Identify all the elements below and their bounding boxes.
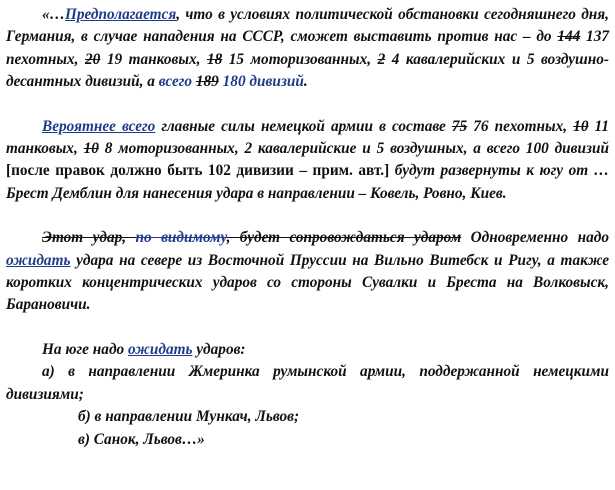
strike-20: 20 [85,50,101,68]
strike-144: 144 [557,28,581,46]
p2-text-5: будут развернуты к югу от … Брест Демблин для нанесения удара в направлении – Ковель, Ровно, Киев. [6,162,609,202]
list-item-c: в) Санок, Львов…» [78,430,205,448]
paragraph-2 [6,116,609,206]
p2-text-2: 76 пехотных, [467,117,574,135]
paragraph-1 [6,4,609,94]
strike-sentence-a: Этот удар, [42,229,136,247]
p1-text-2: 137 пехотных, [6,28,609,68]
strike-75: 75 [451,117,468,135]
strike-18: 18 [206,50,223,68]
p4-text-1: На юге надо [42,340,129,358]
strike-189: 189 [195,73,219,91]
paragraph-4 [6,339,609,451]
highlight-ozhidat-2: ожидать [128,340,193,358]
p3-text-1: Одновременно надо [461,229,609,247]
highlight-ozhidat: ожидать [6,251,71,269]
open-quote: «… [42,6,65,23]
p1-text-8: . [303,73,308,91]
strike-sentence-c: , будет сопровождаться ударом [226,229,462,247]
p4-text-2: ударов: [192,340,246,358]
strike-po-vidimomu: по видимому [135,229,227,247]
p1-text-5a: 4 кавалерийских и 5 воздушно-десантных дивизий, а [6,50,610,91]
p2-text-3: 11 танковых, [6,117,609,158]
south-intro-line [6,339,609,361]
p1-text-3: 19 танковых, [100,50,207,68]
strike-10a: 10 [573,117,589,135]
p3-text-2: удара на севере из Восточной Пруссии на Вильно Витебск и Ригу, а также коротких концентрических ударов со стороны Сувалки и Бреста на Волковыск, Барановичи. [6,251,609,314]
paragraph-3 [6,227,609,317]
list-item-b: б) в направлении Мункач, Львов; [78,408,300,426]
list-item-a: а) в направлении Жмеринка румынской армии, поддержанной немецкими дивизиями; [6,363,609,403]
author-note: [после правок должно быть 102 дивизии – прим. авт.] [6,162,390,180]
strike-2: 2 [377,50,386,68]
strike-10b: 10 [83,140,99,158]
p2-text-1: главные силы немецкой армии в составе [155,117,452,135]
highlight-vsego: всего [158,73,193,91]
highlight-veroyatnee: Вероятнее всего [42,117,156,135]
highlight-180-divisions: 180 дивизий [222,73,304,91]
p2-text-4: 8 моторизованных, 2 кавалерийские и 5 воздушных, а всего 100 дивизий [98,140,609,158]
p1-text-4: 15 моторизованных, [222,50,378,68]
p1-text-1: , что в условиях политической обстановки сегодняшнего дня, Германия, в случае нападения на СССР, сможет выставить против нас – до [6,6,609,46]
highlight-predpolagaetsya: Предполагается [64,6,177,23]
